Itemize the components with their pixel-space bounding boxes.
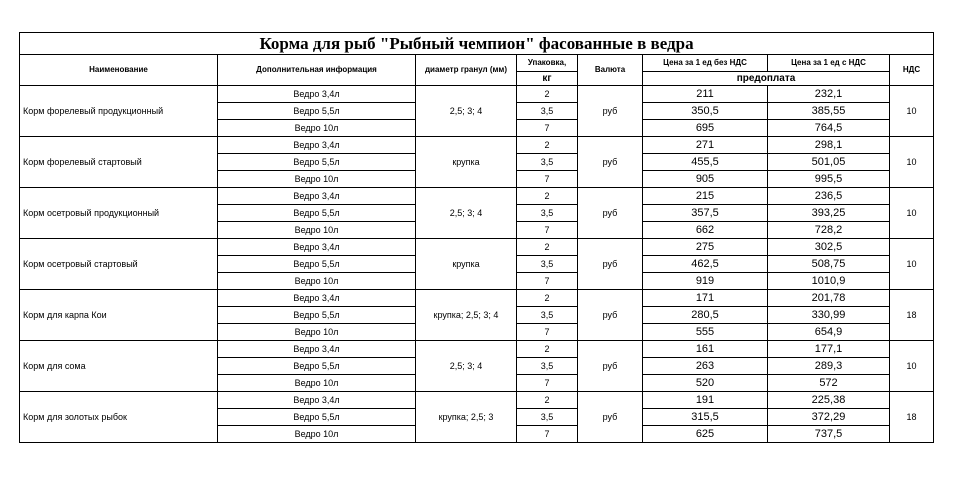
package-info: Ведро 3,4л: [218, 239, 416, 256]
currency-cell: руб: [578, 188, 643, 239]
package-weight: 2: [517, 290, 578, 307]
header-info: Дополнительная информация: [218, 55, 416, 86]
price-no-vat: 263: [643, 358, 768, 375]
package-weight: 7: [517, 171, 578, 188]
price-no-vat: 695: [643, 120, 768, 137]
header-pack: Упаковка,: [517, 55, 578, 72]
currency-cell: руб: [578, 290, 643, 341]
product-name: Корм форелевый стартовый: [20, 137, 218, 188]
price-with-vat: 298,1: [768, 137, 890, 154]
granule-diameter: крупка; 2,5; 3; 4: [416, 290, 517, 341]
price-no-vat: 905: [643, 171, 768, 188]
product-name: Корм форелевый продукционный: [20, 86, 218, 137]
vat-rate: 10: [890, 137, 934, 188]
header-currency: Валюта: [578, 55, 643, 86]
price-no-vat: 275: [643, 239, 768, 256]
price-with-vat: 501,05: [768, 154, 890, 171]
price-no-vat: 520: [643, 375, 768, 392]
price-with-vat: 232,1: [768, 86, 890, 103]
price-with-vat: 508,75: [768, 256, 890, 273]
currency-cell: руб: [578, 86, 643, 137]
granule-diameter: 2,5; 3; 4: [416, 341, 517, 392]
package-info: Ведро 3,4л: [218, 392, 416, 409]
price-no-vat: 919: [643, 273, 768, 290]
page-title: Корма для рыб "Рыбный чемпион" фасованные в ведра: [20, 33, 934, 55]
price-no-vat: 161: [643, 341, 768, 358]
table-row: [20, 239, 934, 256]
package-info: Ведро 3,4л: [218, 137, 416, 154]
package-info: Ведро 5,5л: [218, 154, 416, 171]
price-with-vat: 201,78: [768, 290, 890, 307]
package-weight: 3,5: [517, 307, 578, 324]
currency-cell: руб: [578, 392, 643, 443]
package-weight: 7: [517, 324, 578, 341]
header-price-no-vat: Цена за 1 ед без НДС: [643, 55, 768, 72]
header-price-vat: Цена за 1 ед с НДС: [768, 55, 890, 72]
currency-cell: руб: [578, 239, 643, 290]
package-weight: 3,5: [517, 205, 578, 222]
price-with-vat: 302,5: [768, 239, 890, 256]
package-weight: 7: [517, 120, 578, 137]
price-no-vat: 462,5: [643, 256, 768, 273]
price-with-vat: 572: [768, 375, 890, 392]
price-with-vat: 385,55: [768, 103, 890, 120]
currency-cell: руб: [578, 137, 643, 188]
package-info: Ведро 5,5л: [218, 103, 416, 120]
package-weight: 2: [517, 137, 578, 154]
table-row: [20, 86, 934, 103]
vat-rate: 10: [890, 239, 934, 290]
package-weight: 7: [517, 222, 578, 239]
table-row: [20, 188, 934, 205]
product-name: Корм для карпа Кои: [20, 290, 218, 341]
package-info: Ведро 10л: [218, 120, 416, 137]
package-weight: 7: [517, 375, 578, 392]
price-no-vat: 662: [643, 222, 768, 239]
package-weight: 2: [517, 392, 578, 409]
package-weight: 7: [517, 426, 578, 443]
package-weight: 3,5: [517, 358, 578, 375]
package-info: Ведро 5,5л: [218, 307, 416, 324]
price-with-vat: 289,3: [768, 358, 890, 375]
price-with-vat: 654,9: [768, 324, 890, 341]
price-no-vat: 215: [643, 188, 768, 205]
price-with-vat: 737,5: [768, 426, 890, 443]
price-no-vat: 280,5: [643, 307, 768, 324]
package-weight: 2: [517, 188, 578, 205]
header-prepay: предоплата: [643, 72, 890, 86]
header-vat: НДС: [890, 55, 934, 86]
price-no-vat: 625: [643, 426, 768, 443]
package-info: Ведро 3,4л: [218, 86, 416, 103]
vat-rate: 10: [890, 188, 934, 239]
granule-diameter: 2,5; 3; 4: [416, 188, 517, 239]
price-table: [19, 32, 934, 443]
package-info: Ведро 10л: [218, 375, 416, 392]
price-no-vat: 171: [643, 290, 768, 307]
package-weight: 2: [517, 86, 578, 103]
price-with-vat: 764,5: [768, 120, 890, 137]
product-name: Корм осетровый продукционный: [20, 188, 218, 239]
product-name: Корм осетровый стартовый: [20, 239, 218, 290]
header-pack-unit: кг: [517, 72, 578, 86]
table-row: [20, 392, 934, 409]
package-weight: 3,5: [517, 154, 578, 171]
price-no-vat: 315,5: [643, 409, 768, 426]
package-weight: 3,5: [517, 256, 578, 273]
price-no-vat: 357,5: [643, 205, 768, 222]
price-sheet: [19, 32, 934, 443]
vat-rate: 18: [890, 290, 934, 341]
package-info: Ведро 3,4л: [218, 341, 416, 358]
package-info: Ведро 5,5л: [218, 205, 416, 222]
package-info: Ведро 5,5л: [218, 256, 416, 273]
price-with-vat: 728,2: [768, 222, 890, 239]
price-with-vat: 1010,9: [768, 273, 890, 290]
price-with-vat: 393,25: [768, 205, 890, 222]
package-info: Ведро 3,4л: [218, 290, 416, 307]
price-no-vat: 555: [643, 324, 768, 341]
currency-cell: руб: [578, 341, 643, 392]
package-weight: 3,5: [517, 409, 578, 426]
package-info: Ведро 5,5л: [218, 409, 416, 426]
price-no-vat: 211: [643, 86, 768, 103]
vat-rate: 10: [890, 86, 934, 137]
package-info: Ведро 5,5л: [218, 358, 416, 375]
table-row: [20, 137, 934, 154]
package-info: Ведро 10л: [218, 171, 416, 188]
package-info: Ведро 10л: [218, 222, 416, 239]
header-name: Наименование: [20, 55, 218, 86]
vat-rate: 10: [890, 341, 934, 392]
table-row: [20, 290, 934, 307]
price-with-vat: 225,38: [768, 392, 890, 409]
granule-diameter: 2,5; 3; 4: [416, 86, 517, 137]
package-weight: 7: [517, 273, 578, 290]
granule-diameter: крупка: [416, 137, 517, 188]
price-with-vat: 236,5: [768, 188, 890, 205]
package-weight: 3,5: [517, 103, 578, 120]
package-info: Ведро 10л: [218, 273, 416, 290]
price-with-vat: 372,29: [768, 409, 890, 426]
price-no-vat: 350,5: [643, 103, 768, 120]
granule-diameter: крупка; 2,5; 3: [416, 392, 517, 443]
product-name: Корм для золотых рыбок: [20, 392, 218, 443]
package-weight: 2: [517, 239, 578, 256]
package-info: Ведро 10л: [218, 426, 416, 443]
price-with-vat: 330,99: [768, 307, 890, 324]
price-no-vat: 191: [643, 392, 768, 409]
price-with-vat: 177,1: [768, 341, 890, 358]
package-weight: 2: [517, 341, 578, 358]
price-with-vat: 995,5: [768, 171, 890, 188]
package-info: Ведро 10л: [218, 324, 416, 341]
product-name: Корм для сома: [20, 341, 218, 392]
header-diameter: диаметр гранул (мм): [416, 55, 517, 86]
package-info: Ведро 3,4л: [218, 188, 416, 205]
vat-rate: 18: [890, 392, 934, 443]
price-no-vat: 455,5: [643, 154, 768, 171]
table-row: [20, 341, 934, 358]
price-no-vat: 271: [643, 137, 768, 154]
granule-diameter: крупка: [416, 239, 517, 290]
